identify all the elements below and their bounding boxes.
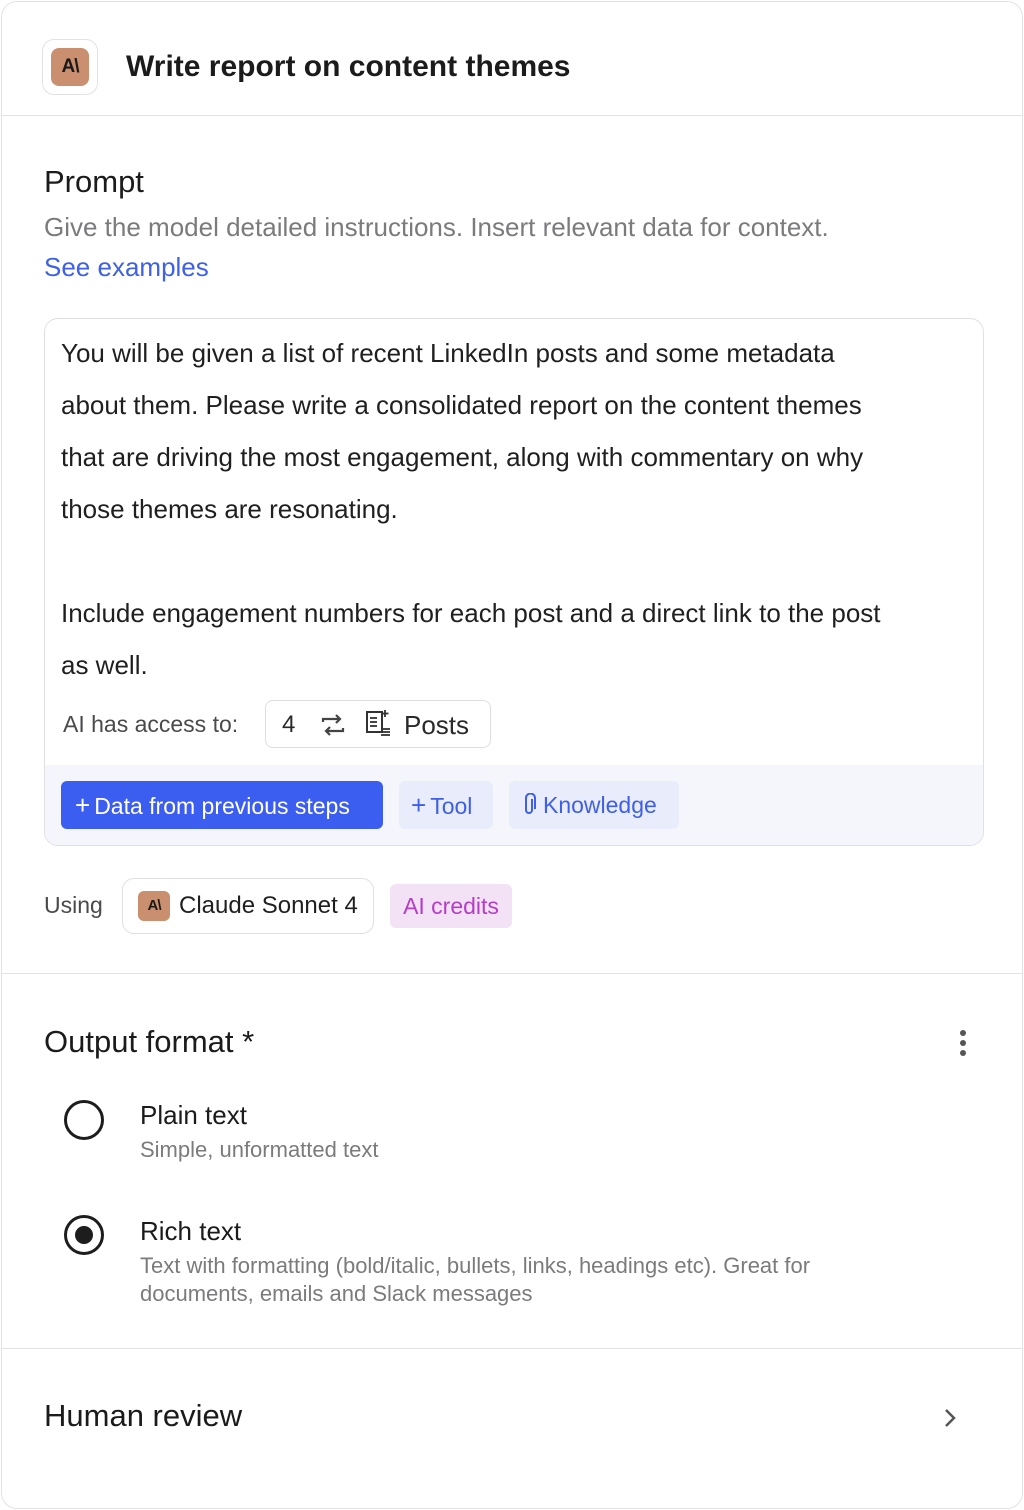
step-config-panel bbox=[1, 1, 1023, 1509]
human-review-title[interactable]: Human review bbox=[44, 1398, 243, 1433]
section-divider bbox=[2, 1348, 1022, 1349]
access-label: AI has access to: bbox=[63, 711, 239, 737]
rich-text-radio[interactable] bbox=[64, 1215, 104, 1255]
panel-header bbox=[2, 2, 1022, 116]
plain-text-option-description: Simple, unformatted text bbox=[140, 1137, 379, 1162]
access-item-label: Posts bbox=[404, 710, 470, 740]
loop-icon bbox=[318, 710, 348, 740]
section-divider bbox=[2, 973, 1022, 974]
add-knowledge-button[interactable] bbox=[509, 781, 679, 829]
prompt-description: Give the model detailed instructions. Insert relevant data for context. bbox=[44, 212, 829, 242]
tool-button-label: Tool bbox=[430, 792, 473, 819]
chevron-right-icon[interactable] bbox=[940, 1404, 960, 1432]
add-data-from-previous-steps-button[interactable] bbox=[61, 781, 383, 829]
add-tool-button[interactable] bbox=[399, 781, 493, 829]
using-label: Using bbox=[44, 892, 103, 918]
paperclip-icon bbox=[521, 793, 537, 817]
prompt-text[interactable]: You will be given a list of recent LinkedIn posts and some metadata about them. Please write a consolidated report on the content themes that are driving the most engagement, along with commentary on why those themes are resonating. Include engagement numbers for each post and a direct link to the post as well. bbox=[61, 338, 881, 680]
prompt-section-title: Prompt bbox=[44, 164, 144, 199]
rich-text-option-description: Text with formatting (bold/italic, bullets, links, headings etc). Great for documents, emails and Slack messages bbox=[140, 1253, 811, 1306]
radio-selected-dot bbox=[75, 1226, 93, 1244]
rich-text-option-title[interactable]: Rich text bbox=[140, 1216, 242, 1246]
plain-text-radio[interactable] bbox=[64, 1100, 104, 1140]
model-selector[interactable] bbox=[122, 878, 374, 934]
app-icon-frame bbox=[42, 39, 98, 95]
see-examples-link[interactable]: See examples bbox=[44, 252, 209, 282]
ai-credits-badge[interactable]: AI credits bbox=[390, 884, 512, 928]
knowledge-button-label: Knowledge bbox=[543, 791, 657, 818]
output-format-title: Output format * bbox=[44, 1024, 255, 1059]
prompt-editor[interactable] bbox=[44, 318, 984, 846]
model-name: Claude Sonnet 4 bbox=[179, 892, 358, 919]
plus-icon: + bbox=[411, 789, 427, 820]
document-list-icon bbox=[364, 708, 392, 738]
anthropic-logo-icon: A\ bbox=[138, 891, 170, 921]
access-chip-posts[interactable] bbox=[265, 700, 491, 748]
plus-icon: + bbox=[75, 789, 91, 820]
prompt-actions-bar bbox=[45, 765, 983, 846]
plain-text-option-title[interactable]: Plain text bbox=[140, 1100, 247, 1130]
data-button-label: Data from previous steps bbox=[94, 792, 350, 819]
page-title[interactable]: Write report on content themes bbox=[126, 50, 571, 83]
access-count: 4 bbox=[282, 711, 296, 738]
anthropic-logo-icon: A\ bbox=[51, 48, 89, 86]
more-vertical-icon[interactable] bbox=[952, 1028, 974, 1060]
